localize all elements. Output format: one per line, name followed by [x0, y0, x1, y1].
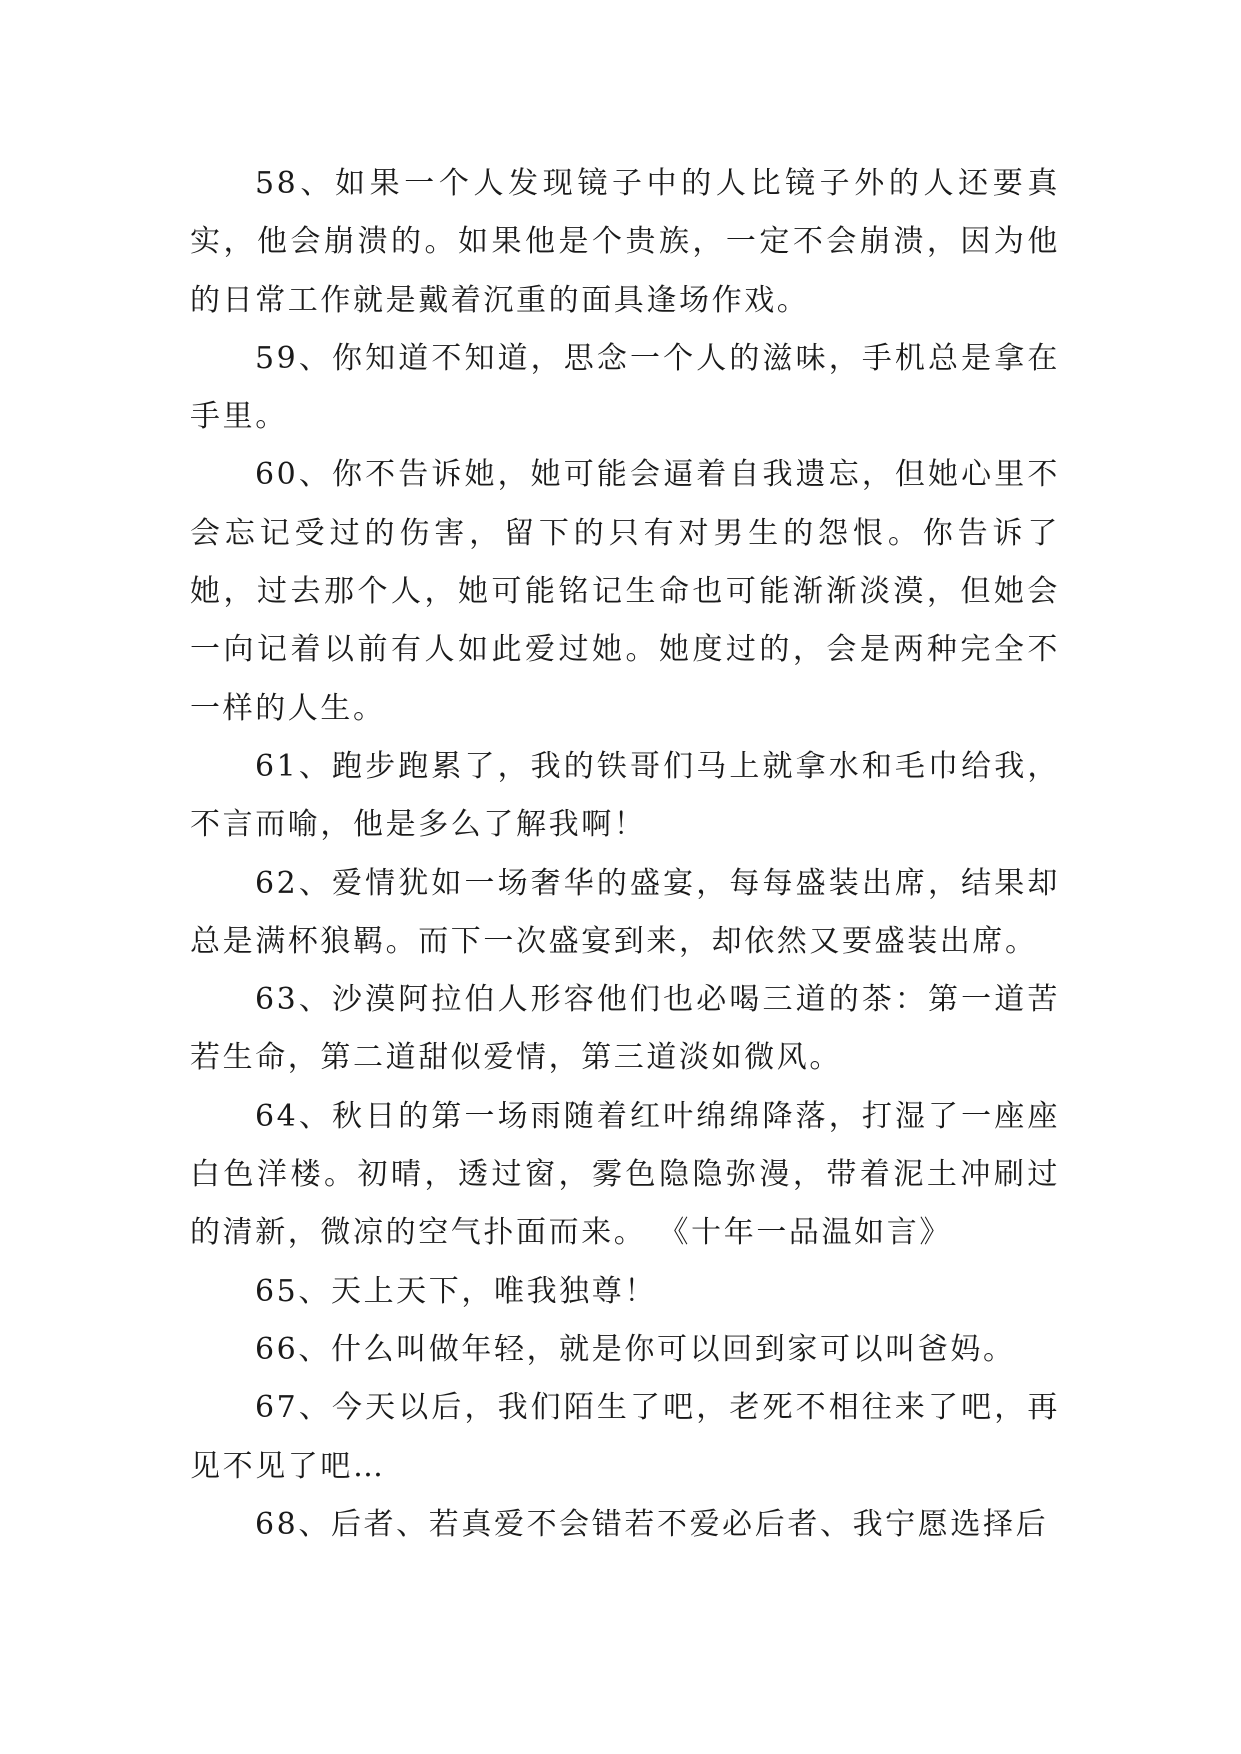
paragraph-65: 65、天上天下，唯我独尊！: [255, 1273, 657, 1309]
document-body: [190, 155, 1060, 1554]
paragraph-61: 61、跑步跑累了，我的铁哥们马上就拿水和毛巾给我，不言而喻，他是多么了解我啊！: [190, 748, 1060, 843]
paragraph-62: 62、爱情犹如一场奢华的盛宴，每每盛装出席，结果却总是满杯狼羁。而下一次盛宴到来，却依然又要盛装出席。: [190, 865, 1060, 959]
paragraph-63: 63、沙漠阿拉伯人形容他们也必喝三道的茶：第一道苦若生命，第二道甜似爱情，第三道淡如微风。: [190, 982, 1060, 1076]
paragraph-64: 64、秋日的第一场雨随着红叶绵绵降落，打湿了一座座白色洋楼。初晴，透过窗，雾色隐隐弥漫，带着泥土冲刷过的清新，微凉的空气扑面而来。 《十年一品温如言》: [190, 1098, 1060, 1251]
paragraph-58: 58、如果一个人发现镜子中的人比镜子外的人还要真实，他会崩溃的。如果他是个贵族，一定不会崩溃，因为他的日常工作就是戴着沉重的面具逢场作戏。: [190, 166, 1060, 318]
paragraph-59: 59、你知道不知道，思念一个人的滋味，手机总是拿在手里。: [190, 340, 1060, 435]
paragraph-60: 60、你不告诉她，她可能会逼着自我遗忘，但她心里不会忘记受过的伤害，留下的只有对男生的怨恨。你告诉了她，过去那个人，她可能铭记生命也可能渐渐淡漠，但她会一向记着以前有人如此爱过她。她度过的，会是两种完全不一样的人生。: [190, 457, 1060, 726]
paragraph-67: 67、今天以后，我们陌生了吧，老死不相往来了吧，再见不见了吧…: [190, 1390, 1060, 1484]
paragraph-68: 68、后者、若真爱不会错若不爱必后者、我宁愿选择后: [255, 1506, 1049, 1542]
paragraph-66: 66、什么叫做年轻，就是你可以回到家可以叫爸妈。: [255, 1331, 1016, 1367]
